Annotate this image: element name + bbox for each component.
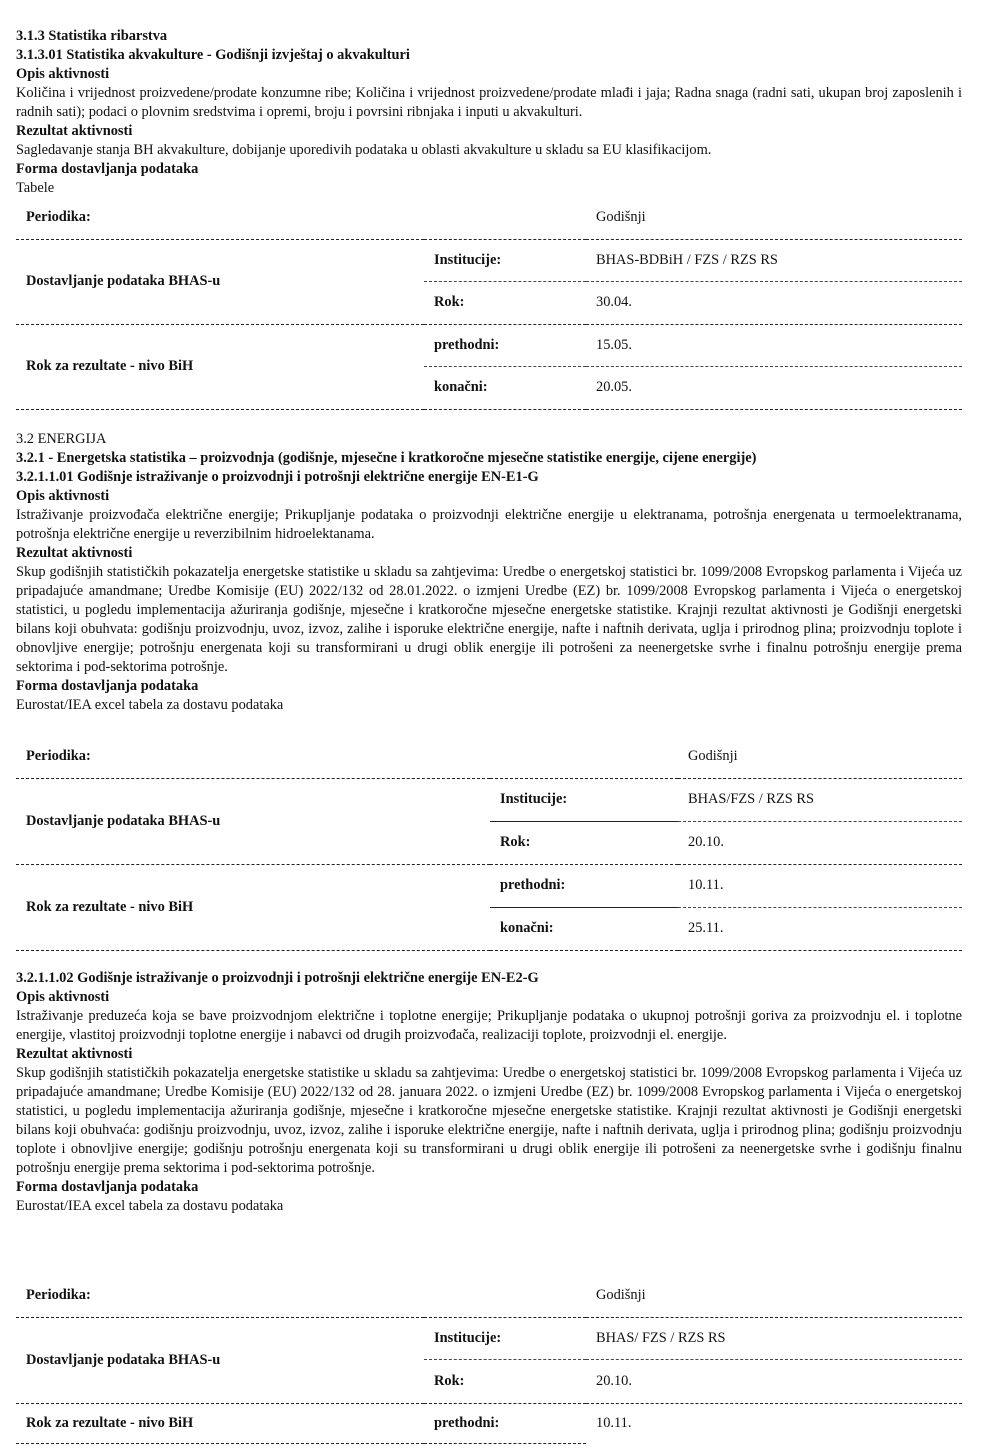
section-fisheries [16, 27, 962, 198]
forma-text: Tabele [16, 180, 55, 196]
heading-3-2-1: 3.2.1 - Energetska statistika – proizvodnja (godišnje, mjesečne i kratkoročne mjesečne statistike energije, cijene energije) [16, 450, 757, 466]
rezultat-text: Skup godišnjih statističkih pokazatelja energetske statistike u skladu sa zahtjevima: Uredbe o energetskoj statistici br. 1099/2008 Evropskog parlamenta i Vijeća uz pripadajuće amandmane; Uredbe Komisije (EU) 2022/132 od 28. januara 2022. o izmjeni Uredbe (EZ) br. 1099/2008 Evropskog parlamenta i Vijeća o energetskoj statistici, u pogledu implementacija ažuriranja godišnje, mjesečne i kratkoročne mjesečne energetske statistike. Krajnji rezultat aktivnosti je Godišnji energetski bilans koji obuhvaća: godišnju proizvodnju, uvoz, izvoz, zalihe i isporuke električne energije, nafte i naftnih derivata, uglja i prirodnog plina; godišnju proizvodnju toplote i obnovljive energije; godišnju potrošnju energenata koji su transformirani u drugi oblik energije ili potrošeni za neenergetske svrhe i godišnju finalnu potrošnju energije prema sektorima i pod-sektorima potrošnje. [16, 1065, 962, 1176]
rok-value: 20.10. [678, 821, 962, 864]
rok-label: Rok: [424, 281, 586, 324]
opis-text: Istraživanje proizvođača električne energije; Prikupljanje podataka o proizvodnji električne energije u elektranama, potrošnja energenata u termoelektranama, potrošnja električne energije u reverzibilnim hidroelektanama. [16, 507, 962, 542]
periodika-label: Periodika: [16, 197, 424, 239]
institucije-label: Institucije: [490, 778, 678, 821]
opis-title: Opis aktivnosti [16, 66, 110, 82]
rezultat-text: Skup godišnjih statističkih pokazatelja energetske statistike u skladu sa zahtjevima: Uredbe o energetskoj statistici br. 1099/2008 Evropskog parlamenta i Vijeća uz pripadajuće amandmane; Uredbe Komisije (EU) 2022/132 od 28.01.2022. o izmjeni Uredbe (EZ) br. 1099/2008 Evropskog parlamenta i Vijeća o energetskoj statistici, u pogledu implementacija ažuriranja godišnje, mjesečne i kratkoročne mjesečne energetske statistike. Krajnji rezultat aktivnosti je Godišnji energetski bilans koji obuhvata: godišnju proizvodnju, uvoz, izvoz, zalihe i isporuke električne energije, nafte i naftnih derivata, uglja i prirodnog plina; proizvodnju toplote i obnovljive energije; potrošnju energenata koji su transformirani u drugi oblik energije ili potrošeni za neenergetske svrhe i finalnu potrošnju energije prema sektorima i pod-sektorima potrošnje. [16, 564, 962, 675]
opis-text: Istraživanje preduzeća koja se bave proizvodnjom električne i toplotne energije; Prikupljanje podataka o ukupnoj potrošnji goriva za proizvodnju el. i toplotne energije, vlastitoj proizvodnji toplotne energije i nabavci od drugih proizvođača, realizaciji toplote, proizvodnji el. energije. [16, 1008, 962, 1043]
rezultat-title: Rezultat aktivnosti [16, 123, 133, 139]
section-en-e2-g [16, 969, 962, 1216]
prethodni-value: 15.05. [586, 324, 962, 366]
rezultat-title: Rezultat aktivnosti [16, 1046, 133, 1062]
dostavljanje-label: Dostavljanje podataka BHAS-u [16, 239, 424, 324]
heading-3-1-3-01: 3.1.3.01 Statistika akvakulture - Godišnji izvještaj o akvakulturi [16, 47, 410, 63]
institucije-value: BHAS-BDBiH / FZS / RZS RS [586, 239, 962, 281]
forma-title: Forma dostavljanja podataka [16, 1179, 199, 1195]
opis-title: Opis aktivnosti [16, 989, 110, 1005]
rok-value: 30.04. [586, 281, 962, 324]
institucije-label: Institucije: [424, 239, 586, 281]
prethodni-label: prethodni: [424, 324, 586, 366]
rok-value: 20.10. [586, 1359, 962, 1403]
rok-rezultate-label: Rok za rezultate - nivo BiH [16, 324, 424, 409]
periodika-label: Periodika: [16, 736, 490, 778]
prethodni-label: prethodni: [424, 1403, 586, 1443]
konacni-label: konačni: [424, 366, 586, 409]
opis-text: Količina i vrijednost proizvedene/prodate konzumne ribe; Količina i vrijednost proizvedene/prodate mlađi i jaja; Radna snaga (radni sati, ukupan broj zaposlenih i radnih sati); podaci o plovnim sredstvima i opremi, broju i povrsini ribnjaka i inputi u akvakulturi. [16, 85, 962, 120]
prethodni-value: 10.11. [596, 1414, 632, 1431]
forma-text: Eurostat/IEA excel tabela za dostavu podataka [16, 697, 284, 713]
institucije-label: Institucije: [424, 1317, 586, 1359]
rok-rezultate-label: Rok za rezultate - nivo BiH [16, 1403, 424, 1443]
institucije-value: BHAS/FZS / RZS RS [678, 778, 962, 821]
konacni-value: 20.05. [586, 366, 962, 409]
opis-title: Opis aktivnosti [16, 488, 110, 504]
rok-label: Rok: [490, 821, 678, 864]
prethodni-label: prethodni: [490, 864, 678, 907]
heading-3-1-3: 3.1.3 Statistika ribarstva [16, 28, 168, 44]
dostavljanje-label: Dostavljanje podataka BHAS-u [16, 778, 490, 864]
periodika-value: Godišnji [678, 736, 962, 778]
prethodni-value: 10.11. [678, 864, 962, 907]
konacni-label: konačni: [490, 907, 678, 950]
periodika-value: Godišnji [586, 1275, 962, 1317]
periodika-label: Periodika: [16, 1275, 424, 1317]
rok-label: Rok: [424, 1359, 586, 1403]
meta-table-2 [16, 736, 962, 951]
konacni-value: 25.11. [678, 907, 962, 950]
section-energy [16, 430, 962, 715]
institucije-value: BHAS/ FZS / RZS RS [586, 1317, 962, 1359]
rezultat-text: Sagledavanje stanja BH akvakulture, dobijanje uporedivih podataka u oblasti akvakulture u skladu sa EU klasifikacijom. [16, 142, 712, 158]
forma-title: Forma dostavljanja podataka [16, 161, 199, 177]
rezultat-title: Rezultat aktivnosti [16, 545, 133, 561]
dostavljanje-label: Dostavljanje podataka BHAS-u [16, 1317, 424, 1403]
heading-3-2-1-1-01: 3.2.1.1.01 Godišnje istraživanje o proizvodnji i potrošnji električne energije EN-E1-G [16, 469, 539, 485]
periodika-value: Godišnji [586, 197, 962, 239]
meta-table-1 [16, 197, 962, 410]
heading-3-2-1-1-02: 3.2.1.1.02 Godišnje istraživanje o proizvodnji i potrošnji električne energije EN-E2-G [16, 970, 539, 986]
rok-rezultate-label: Rok za rezultate - nivo BiH [16, 864, 490, 950]
meta-table-3 [16, 1275, 962, 1444]
forma-title: Forma dostavljanja podataka [16, 678, 199, 694]
forma-text: Eurostat/IEA excel tabela za dostavu podataka [16, 1198, 284, 1214]
heading-3-2: 3.2 ENERGIJA [16, 431, 107, 447]
